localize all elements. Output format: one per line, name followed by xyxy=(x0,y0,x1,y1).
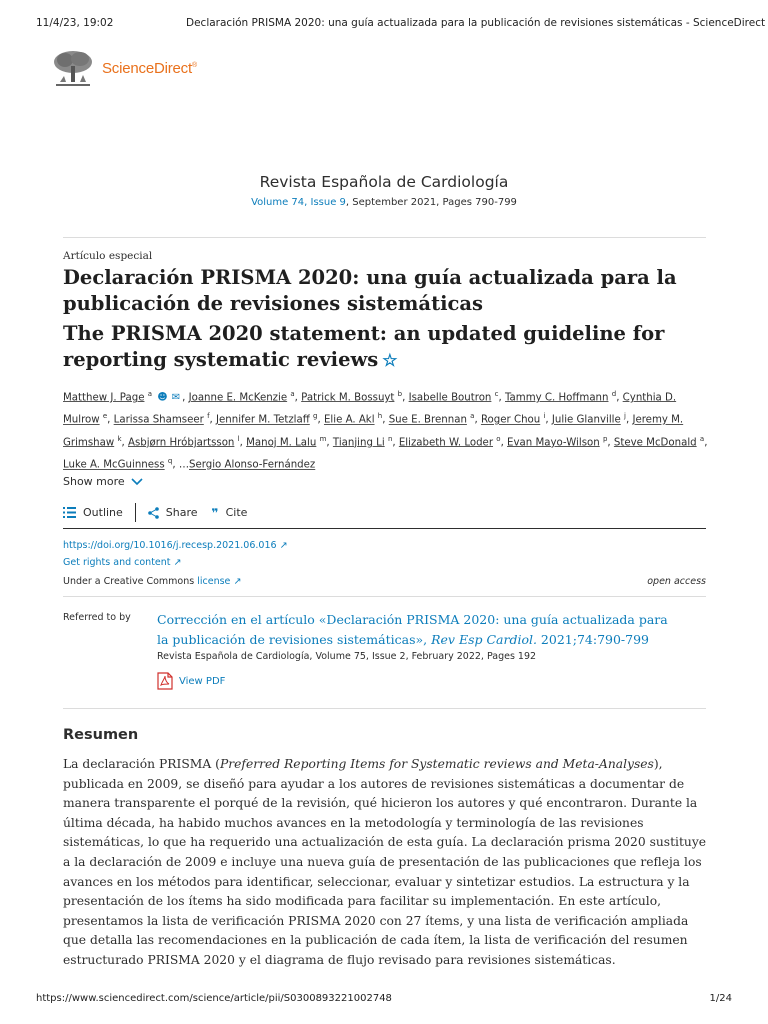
outline-label: Outline xyxy=(83,506,123,519)
author-link[interactable]: Jeremy M. Grimshaw xyxy=(63,414,684,449)
list-icon xyxy=(63,507,76,518)
share-icon xyxy=(148,507,159,519)
author-link[interactable]: Luke A. McGuinness xyxy=(63,459,165,471)
author-link[interactable]: Larissa Shamseer xyxy=(113,414,204,426)
print-page-title: Declaración PRISMA 2020: una guía actualizada para la publicación de revisiones sistemáticas - ScienceDirect xyxy=(186,17,766,29)
license-link[interactable]: license ↗ xyxy=(197,576,242,587)
cite-button[interactable] xyxy=(212,506,248,520)
print-page-number: 1/24 xyxy=(709,993,732,1004)
author-link[interactable]: Tammy C. Hoffmann xyxy=(505,392,609,404)
sciencedirect-logo[interactable] xyxy=(50,48,197,88)
author-link[interactable]: Asbjørn Hróbjartsson xyxy=(127,437,235,449)
rights-link[interactable]: Get rights and content ↗ xyxy=(63,557,182,568)
author-link[interactable]: Julie Glanville xyxy=(551,414,621,426)
referred-article-meta: Revista Española de Cardiología, Volume 75, Issue 2, February 2022, Pages 192 xyxy=(157,651,537,662)
author-link[interactable]: Tianjing Li xyxy=(332,437,385,449)
author-link[interactable]: Steve McDonald xyxy=(613,437,697,449)
email-icon[interactable]: ✉ xyxy=(171,392,181,404)
share-label: Share xyxy=(165,506,198,519)
divider xyxy=(63,708,706,709)
author-link[interactable]: Sue E. Brennan xyxy=(388,414,467,426)
doi-link[interactable]: https://doi.org/10.1016/j.recesp.2021.06.016 ↗ xyxy=(63,540,288,551)
show-more-label: Show more xyxy=(63,475,125,488)
author-link[interactable]: Joanne E. McKenzie xyxy=(188,392,288,404)
elsevier-tree-icon xyxy=(50,48,96,88)
view-pdf-label: View PDF xyxy=(179,675,226,687)
journal-issue-line xyxy=(0,197,768,208)
license-line: Under a Creative Commons license ↗ xyxy=(63,576,242,587)
referred-article-link[interactable]: Corrección en el artículo «Declaración PRISMA 2020: una guía actualizada para la publicación de revisiones sistemáticas», Rev Esp Cardiol. 2021;74:790-799 xyxy=(157,612,668,647)
author-link[interactable]: Jennifer M. Tetzlaff xyxy=(216,414,310,426)
volume-issue-link[interactable]: Volume 74, Issue 9 xyxy=(251,197,346,208)
sciencedirect-wordmark: ScienceDirect® xyxy=(102,59,197,77)
article-type: Artículo especial xyxy=(63,250,153,262)
show-more-button[interactable] xyxy=(63,475,143,488)
open-access-badge: open access xyxy=(647,576,706,587)
chevron-down-icon xyxy=(131,478,143,486)
author-link[interactable]: Sergio Alonso-Fernández xyxy=(189,459,316,471)
journal-name[interactable]: Revista Española de Cardiología xyxy=(259,173,509,191)
share-button[interactable] xyxy=(148,506,198,519)
author-link[interactable]: Isabelle Boutron xyxy=(408,392,492,404)
quote-icon: ❞ xyxy=(211,505,219,520)
outline-button[interactable] xyxy=(63,506,123,519)
person-icon[interactable]: ☻ xyxy=(157,392,168,404)
article-toolbar xyxy=(63,503,261,522)
abstract-heading: Resumen xyxy=(63,727,139,743)
toolbar-separator xyxy=(135,503,136,522)
ellipsis: … xyxy=(178,459,190,471)
author-link[interactable]: Matthew J. Page xyxy=(63,392,145,404)
external-link-icon: ↗ xyxy=(233,576,242,587)
author-link[interactable]: Elie A. Akl xyxy=(323,414,375,426)
pdf-icon xyxy=(157,672,173,690)
star-icon[interactable]: ☆ xyxy=(382,351,398,371)
external-link-icon: ↗ xyxy=(173,557,182,568)
author-link[interactable]: Evan Mayo-Wilson xyxy=(507,437,600,449)
print-datetime: 11/4/23, 19:02 xyxy=(36,17,114,29)
referred-to-label: Referred to by xyxy=(63,612,131,623)
view-pdf-button[interactable] xyxy=(157,672,225,690)
article-title-es: Declaración PRISMA 2020: una guía actualizada para la publicación de revisiones sistemáticas xyxy=(63,266,677,315)
author-list: Matthew J. Page $^a$ ☻ ✉ , Joanne E. McKenzie $^a$, Patrick M. Bossuyt $^b$, Isabelle Boutron $^c$, Tammy C. Hoffmann $^d$, Cynthia D. Mulrow $^e$, Larissa Shamseer $^f$, Jennifer M. Tetzlaff $^g$, Elie A. Akl $^h$, Sue E. Brennan $^a$, Roger Chou $^i$, Julie Glanville $^j$, Jeremy M. Grimshaw $^k$, Asbjørn Hróbjartsson $^l$, Manoj M. Lalu $^m$, Tianjing Li $^n$, Elizabeth W. Loder $^o$, Evan Mayo-Wilson $^p$, Steve McDonald $^a$, Luke A. McGuinness $^q$, …Sergio Alonso-Fernández xyxy=(63,390,708,471)
toolbar-divider xyxy=(63,528,706,529)
author-link[interactable]: Cynthia D. Mulrow xyxy=(63,392,677,426)
author-link[interactable]: Patrick M. Bossuyt xyxy=(301,392,395,404)
journal-info xyxy=(0,173,768,208)
external-link-icon: ↗ xyxy=(279,540,288,551)
divider xyxy=(63,237,706,238)
print-url: https://www.sciencedirect.com/science/article/pii/S0300893221002748 xyxy=(36,993,392,1004)
cite-label: Cite xyxy=(225,506,248,519)
journal-details: , September 2021, Pages 790-799 xyxy=(345,197,517,208)
divider xyxy=(63,596,706,597)
author-link[interactable]: Elizabeth W. Loder xyxy=(398,437,494,449)
article-title-en: The PRISMA 2020 statement: an updated guideline for reporting systematic reviews ☆ xyxy=(63,322,665,371)
article-links xyxy=(63,537,288,571)
abstract-text: La declaración PRISMA (Preferred Reporting Items for Systematic reviews and Meta-Analyses), publicada en 2009, se diseñó para ayudar a los autores de revisiones sistemáticas a documentar de manera transparente el porqué de la revisión, qué hicieron los autores y qué encontraron. Durante la última década, ha habido muchos avances en la metodología y terminología de las revisiones sistemáticas, lo que ha requerido una actualización de esta guía. La declaración prisma 2020 sustituye a la declaración de 2009 e incluye una nueva guía de presentación de las publicaciones que refleja los avances en los métodos para identificar, seleccionar, evaluar y sintetizar estudios. La estructura y la presentación de los ítems ha sido modificada para facilitar su implementación. En este artículo, presentamos la lista de verificación PRISMA 2020 con 27 ítems, y una lista de verificación ampliada que detalla las recomendaciones en la publicación de cada ítem, la lista de verificación del resumen estructurado PRISMA 2020 y el diagrama de flujo revisado para revisiones sistemáticas. xyxy=(63,757,707,967)
author-link[interactable]: Manoj M. Lalu xyxy=(246,437,317,449)
author-link[interactable]: Roger Chou xyxy=(480,414,541,426)
